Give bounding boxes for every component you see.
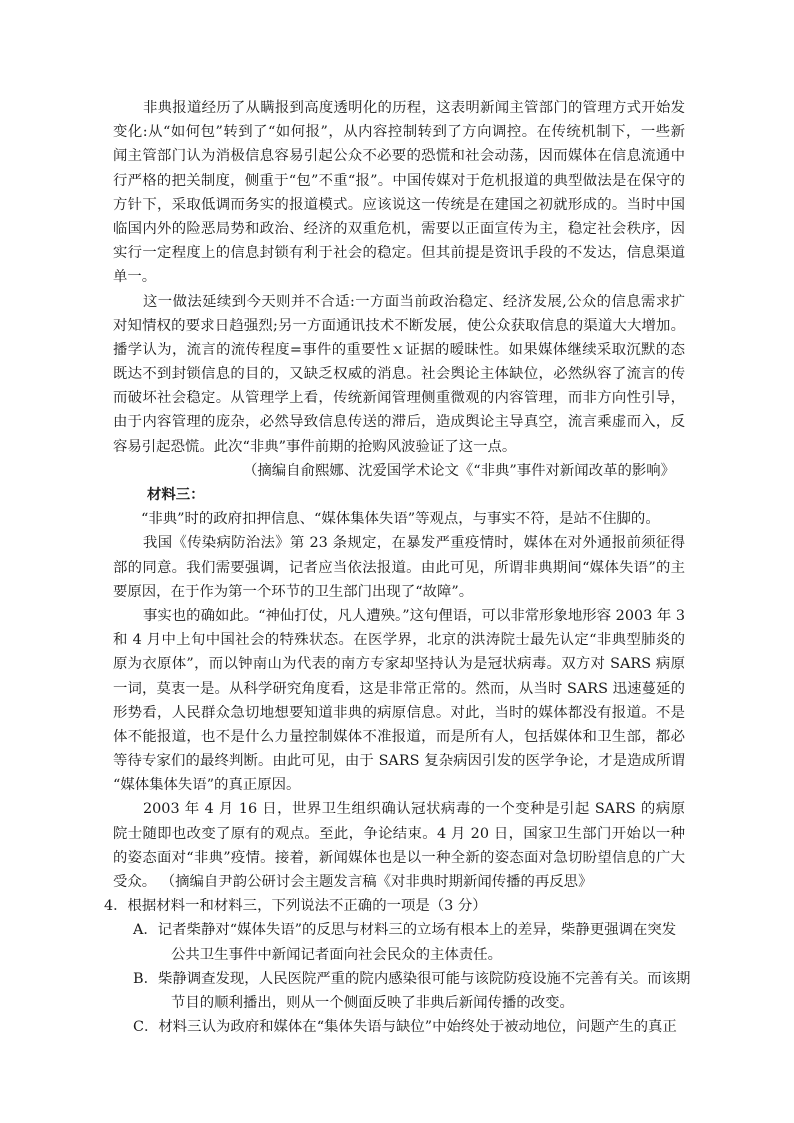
text-line: 方针下，采取低调而务实的报道模式。应该说这一传统是在建国之初就形成的。当时中国 <box>113 196 685 213</box>
text-line: 临国内外的险恶局势和政治、经济的双重危机，需要以正面宣传为主，稳定社会秩序，因 <box>113 220 685 237</box>
paragraph-conclusion <box>113 797 685 894</box>
text-line: 受众。 （摘编自尹韵公研讨会主题发言稿《对非典时期新闻传播的再反思》 <box>113 874 593 890</box>
option-line: 公共卫生事件中新闻记者面向社会民众的主体责任。 <box>171 946 502 963</box>
text-line: 等待专家们的最终判断。由此可见，由于 SARS 复杂病因引发的医学争论，才是造成所谓 <box>113 753 685 770</box>
text-line: 一词，莫衷一是。从科学研究角度看，这是非常正常的。然而，从当时 SARS 迅速蔓延的 <box>113 680 685 697</box>
paragraph-news-management <box>113 96 685 290</box>
text-line: 和 4 月中上旬中国社会的特殊状态。在医学界，北京的洪涛院士最先认定“非典型肺炎的 <box>113 632 685 649</box>
question-stem: 4．根据材料一和材料三，下列说法不正确的一项是（3 分） <box>104 898 487 915</box>
text-line: 既达不到封锁信息的目的，又缺乏权威的消息。社会舆论主体缺位，必然纵容了流言的传 <box>113 366 685 383</box>
paragraph-rumor-spread <box>113 290 685 459</box>
text-line: “非典”时的政府扣押信息、“媒体集体失语”等观点，与事实不符，是站不住脚的。 <box>141 511 660 528</box>
text-line: 部的同意。我们需要强调，记者应当依法报道。由此可见，所谓非典期间“媒体失语”的主 <box>113 559 685 576</box>
source-citation: （摘编自俞熙娜、沈爱国学术论文《“非典”事件对新闻改革的影响》 <box>243 462 676 479</box>
text-line: 单一。 <box>113 269 157 286</box>
option-line: A．记者柴静对“媒体失语”的反思与材料三的立场有根本上的差异，柴静更强调在突发 <box>133 922 677 939</box>
text-line: 事实也的确如此。“神仙打仗，凡人遭殃。”这句俚语，可以非常形象地形容 2003 年 3 <box>143 607 685 624</box>
option-c <box>113 1015 685 1039</box>
text-line: 院士随即也改变了原有的观点。至此，争论结束。4 月 20 日，国家卫生部门开始以一种 <box>113 825 685 842</box>
text-line: 行严格的把关制度，侧重于“包”不重“报”。中国传媒对于危机报道的典型做法是在保守的 <box>113 172 685 189</box>
text-line: 的姿态面对“非典”疫情。接着，新闻媒体也是以一种全新的姿态面对急切盼望信息的广大 <box>113 849 685 866</box>
question-4 <box>104 894 691 1039</box>
text-line: “媒体集体失语”的真正原因。 <box>113 777 301 794</box>
text-line: 要原因，在于作为第一个环节的卫生部门出现了“故障”。 <box>113 583 474 600</box>
text-line: 我国《传染病防治法》第 23 条规定，在暴发严重疫情时，媒体在对外通报前须征得 <box>143 535 685 552</box>
text-line: 形势看，人民群众急切地想要知道非典的病原信息。对此，当时的媒体都没有报道。不是 <box>113 704 685 721</box>
text-line: 体不能报道，也不是什么力量控制媒体不准报道，而是所有人，包括媒体和卫生部，都必 <box>113 728 685 745</box>
option-line: C．材料三认为政府和媒体在“集体失语与缺位”中始终处于被动地位，问题产生的真正 <box>133 1019 677 1036</box>
text-line: 这一做法延续到今天则并不合适:一方面当前政治稳定、经济发展,公众的信息需求扩 <box>143 293 685 310</box>
text-line: 闻主管部门认为消极信息容易引起公众不必要的恐慌和社会动荡，因而媒体在信息流通中 <box>113 148 685 165</box>
option-line: B．柴静调查发现，人民医院严重的院内感染很可能与该院防疫设施不完善有关。而该期 <box>133 970 691 987</box>
text-line: 2003 年 4 月 16 日，世界卫生组织确认冠状病毒的一个变种是引起 SARS 的病原 <box>143 801 685 818</box>
text-line: 由于内容管理的庞杂，必然导致信息传送的滞后，造成舆论主导真空，流言乘虚而入，反 <box>113 414 685 431</box>
text-line: 实行一定程度上的信息封锁有利于社会的稳定。但其前提是资讯手段的不发达，信息渠道 <box>113 245 685 262</box>
option-a <box>113 918 685 966</box>
text-line: 变化:从“如何包”转到了“如何报”，从内容控制转到了方向调控。在传统机制下，一些新 <box>113 124 685 141</box>
paragraph-medical-debate <box>113 604 685 798</box>
option-b <box>113 967 691 1015</box>
document-page <box>104 96 691 1039</box>
text-line: 播学认为，流言的流传程度=事件的重要性ｘ证据的暧昧性。如果媒体继续采取沉默的态 <box>113 341 685 358</box>
option-line: 节目的顺利播出，则从一个侧面反映了非典后新闻传播的改变。 <box>171 994 574 1011</box>
paragraph-law <box>113 531 685 604</box>
material-heading: 材料三： <box>147 486 205 503</box>
text-line: 容易引起恐慌。此次“非典”事件前期的抢购风波验证了这一点。 <box>113 438 517 455</box>
text-line: 对知情权的要求日趋强烈;另一方面通讯技术不断发展，使公众获取信息的渠道大大增加。 <box>113 317 685 334</box>
text-line: 非典报道经历了从瞒报到高度透明化的历程，这表明新闻主管部门的管理方式开始发 <box>143 100 685 116</box>
text-line: 原为衣原体”，而以钟南山为代表的南方专家却坚持认为是冠状病毒。双方对 SARS 病原 <box>113 656 685 673</box>
paragraph-thesis <box>113 507 685 531</box>
text-line: 而破坏社会稳定。从管理学上看，传统新闻管理侧重微观的内容管理，而非方向性引导， <box>113 390 685 407</box>
